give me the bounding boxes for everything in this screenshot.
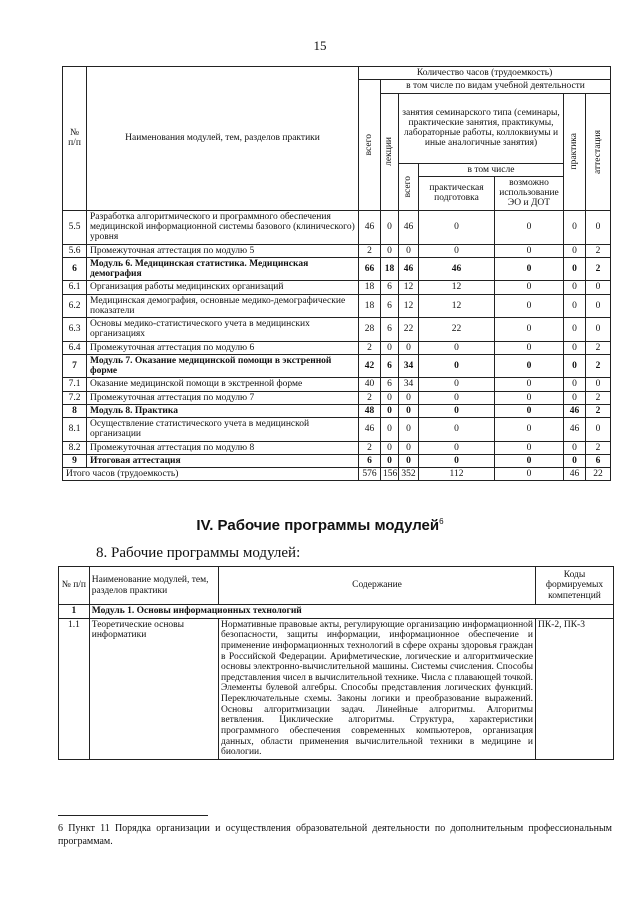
module-num: 1 [59,605,90,619]
row-value: 0 [419,378,495,391]
row-num: 6.2 [63,294,87,318]
row-value: 18 [359,294,381,318]
mod-name-header: Наименование модулей, тем, разделов практики [89,567,218,605]
row-name: Промежуточная аттестация по модулю 5 [87,244,359,257]
row-value: 46 [359,210,381,244]
row-name: Медицинская демография, основные медико-демографические показатели [87,294,359,318]
row-value: 46 [564,404,586,417]
row-value: 0 [495,281,564,294]
topic-num: 1.1 [59,618,90,759]
table-row [63,341,611,354]
row-name: Промежуточная аттестация по модулю 6 [87,341,359,354]
row-value: 6 [381,318,399,342]
row-num: 8.2 [63,441,87,454]
row-value: 18 [359,281,381,294]
modules-table [58,566,614,760]
mod-content-header: Содержание [219,567,536,605]
row-value: 0 [495,441,564,454]
footnote-rule [58,815,208,816]
row-value: 0 [495,318,564,342]
row-value: 0 [495,391,564,404]
row-value: 2 [586,391,611,404]
row-value: 6 [381,378,399,391]
row-value: 46 [359,418,381,442]
row-value: 0 [419,404,495,417]
row-name: Основы медико-статистического учета в медицинских организациях [87,318,359,342]
row-value: 0 [495,210,564,244]
row-value: 2 [359,391,381,404]
row-value: 2 [586,354,611,378]
row-value: 0 [381,454,399,467]
row-value: 6 [586,454,611,467]
row-value: 0 [495,418,564,442]
row-value: 0 [419,354,495,378]
row-value: 0 [564,354,586,378]
sem-total-header: всего [399,163,419,210]
section-title: IV. Рабочие программы модулей$^6$ [196,517,444,534]
name-header: Наименования модулей, тем, разделов практики [87,67,359,211]
row-num: 5.6 [63,244,87,257]
row-name: Итоговая аттестация [87,454,359,467]
topic-content: Нормативные правовые акты, регулирующие организацию информационной безопасности, защиты информации, информационное обеспечение и применение информационных технологий в сфере охраны здоровья граждан в Российской Федерации. Арифметические, логические и алгоритмические основы электронно-вычислительной машины. Системы счисления. Способы представления чисел в вычислительной технике. Числа с плавающей точкой. Элементы булевой алгебры. Способы представления логических функций. Переключательные схемы. Законы логики и преобразование выражений. Основы алгоритмизации задач. Линейные алгоритмы. Алгоритмы ветвления. Циклические алгоритмы. Структура, характеристики программного обеспечения современных компьютеров, организация данных, области применения вычислительной техники в медицине и биологии. [219,618,536,759]
row-value: 0 [419,341,495,354]
row-name: Организация работы медицинских организаций [87,281,359,294]
table-row [63,354,611,378]
row-value: 28 [359,318,381,342]
row-value: 0 [495,294,564,318]
hours-table-body [63,210,611,481]
lectures-header: лекции [381,93,399,210]
row-value: 0 [495,244,564,257]
footnote-mark: 6 [439,517,444,526]
row-value: 0 [399,418,419,442]
row-value: 0 [495,354,564,378]
row-value: 0 [564,281,586,294]
row-value: 12 [399,294,419,318]
mod-num-header: № п/п [59,567,90,605]
row-value: 0 [495,257,564,281]
row-value: 0 [495,468,564,481]
row-value: 0 [399,244,419,257]
row-value: 22 [419,318,495,342]
row-value: 0 [564,210,586,244]
row-value: 0 [381,418,399,442]
row-value: 46 [564,418,586,442]
row-value: 0 [564,378,586,391]
row-name: Оказание медицинской помощи в экстренной форме [87,378,359,391]
row-value: 0 [586,294,611,318]
table-row [63,418,611,442]
row-value: 12 [419,294,495,318]
row-value: 2 [586,441,611,454]
row-value: 0 [419,441,495,454]
row-value: 0 [564,341,586,354]
row-value: 46 [399,257,419,281]
row-value: 0 [419,454,495,467]
row-value: 46 [399,210,419,244]
row-value: 2 [586,257,611,281]
module-title: Модуль 1. Основы информационных технологий [89,605,613,619]
row-value: 0 [399,454,419,467]
row-value: 6 [381,281,399,294]
row-value: 0 [564,454,586,467]
row-value: 2 [359,244,381,257]
row-num: 8.1 [63,418,87,442]
row-value: 0 [495,454,564,467]
row-num: 7 [63,354,87,378]
row-value: 2 [359,441,381,454]
row-num: 8 [63,404,87,417]
incl-header: в том числе [419,163,564,176]
page-number: 15 [313,38,327,53]
row-value: 0 [586,378,611,391]
topic-name: Теоретические основы информатики [89,618,218,759]
table-row [63,257,611,281]
row-value: 0 [564,318,586,342]
table-row [63,244,611,257]
row-name: Модуль 8. Практика [87,404,359,417]
row-value: 0 [381,210,399,244]
row-value: 0 [419,391,495,404]
table-row [63,210,611,244]
row-value: 18 [381,257,399,281]
row-value: 2 [586,341,611,354]
row-name: Осуществление статистического учета в медицинской организации [87,418,359,442]
table-row [63,454,611,467]
row-num: 7.2 [63,391,87,404]
row-value: 156 [381,468,399,481]
eo-dot-header: возможно использование ЭО и ДОТ [495,176,564,210]
footnote: 6 Пункт 11 Порядка организации и осуществления образовательной деятельности по дополнительным профессиональным программам. [58,823,612,847]
table-row [63,281,611,294]
row-value: 66 [359,257,381,281]
row-num: 6.3 [63,318,87,342]
total-row [63,468,611,481]
row-name: Промежуточная аттестация по модулю 7 [87,391,359,404]
row-value: 0 [399,341,419,354]
row-value: 352 [399,468,419,481]
row-value: 0 [381,244,399,257]
row-value: 0 [586,281,611,294]
row-value: 0 [399,404,419,417]
row-value: 0 [381,441,399,454]
subtitle: 8. Рабочие программы модулей: [96,545,301,561]
row-value: 42 [359,354,381,378]
row-value: 0 [564,244,586,257]
row-value: 0 [399,391,419,404]
row-value: 2 [586,244,611,257]
row-value: 0 [495,378,564,391]
row-value: 48 [359,404,381,417]
row-value: 0 [419,418,495,442]
row-value: 40 [359,378,381,391]
row-value: 0 [564,257,586,281]
row-value: 0 [381,404,399,417]
row-num: 5.5 [63,210,87,244]
row-value: 0 [419,210,495,244]
row-value: 0 [564,391,586,404]
row-num: 7.1 [63,378,87,391]
table-row [63,294,611,318]
table-row [63,378,611,391]
row-name: Промежуточная аттестация по модулю 8 [87,441,359,454]
row-value: 0 [381,341,399,354]
row-value: 0 [564,294,586,318]
table-row [63,391,611,404]
row-value: 0 [495,404,564,417]
row-value: 46 [419,257,495,281]
table-row [63,404,611,417]
row-value: 0 [495,341,564,354]
hours-table [62,66,611,481]
row-value: 0 [564,441,586,454]
row-value: 0 [586,318,611,342]
row-value: 0 [381,391,399,404]
row-value: 46 [564,468,586,481]
row-name: Модуль 6. Медицинская статистика. Медицинская демография [87,257,359,281]
row-value: 6 [359,454,381,467]
row-value: 12 [399,281,419,294]
row-value: 2 [586,404,611,417]
row-value: 0 [586,210,611,244]
hours-header: Количество часов (трудоемкость) [359,67,611,80]
row-name: Разработка алгоритмического и программного обеспечения медицинской информационной системы базового (клинического) уровня [87,210,359,244]
practical-prep-header: практическая подготовка [419,176,495,210]
row-value: 2 [359,341,381,354]
row-num: 6.4 [63,341,87,354]
mod-codes-header: Коды формируемых компетенций [536,567,614,605]
row-num: 9 [63,454,87,467]
row-name: Модуль 7. Оказание медицинской помощи в экстренной форме [87,354,359,378]
row-value: 576 [359,468,381,481]
row-num: 6.1 [63,281,87,294]
seminar-header: занятия семинарского типа (семинары, практические занятия, практикумы, лабораторные работы, коллоквиумы и иные аналогичные занятия) [399,93,564,163]
table-row [63,441,611,454]
topic-codes: ПК-2, ПК-3 [536,618,614,759]
row-num: 6 [63,257,87,281]
row-value: 34 [399,354,419,378]
row-value: 112 [419,468,495,481]
row-value: 22 [399,318,419,342]
row-value: 12 [419,281,495,294]
row-value: 22 [586,468,611,481]
total-label: Итого часов (трудоемкость) [63,468,359,481]
row-value: 6 [381,294,399,318]
table-row [63,318,611,342]
row-value: 0 [586,418,611,442]
row-value: 6 [381,354,399,378]
row-value: 0 [399,441,419,454]
row-value: 0 [419,244,495,257]
total-header: всего [359,80,381,211]
num-header: № п/п [63,67,87,211]
attestation-header: аттестация [586,93,611,210]
practice-header: практика [564,93,586,210]
row-value: 34 [399,378,419,391]
by-type-header: в том числе по видам учебной деятельности [381,80,611,93]
